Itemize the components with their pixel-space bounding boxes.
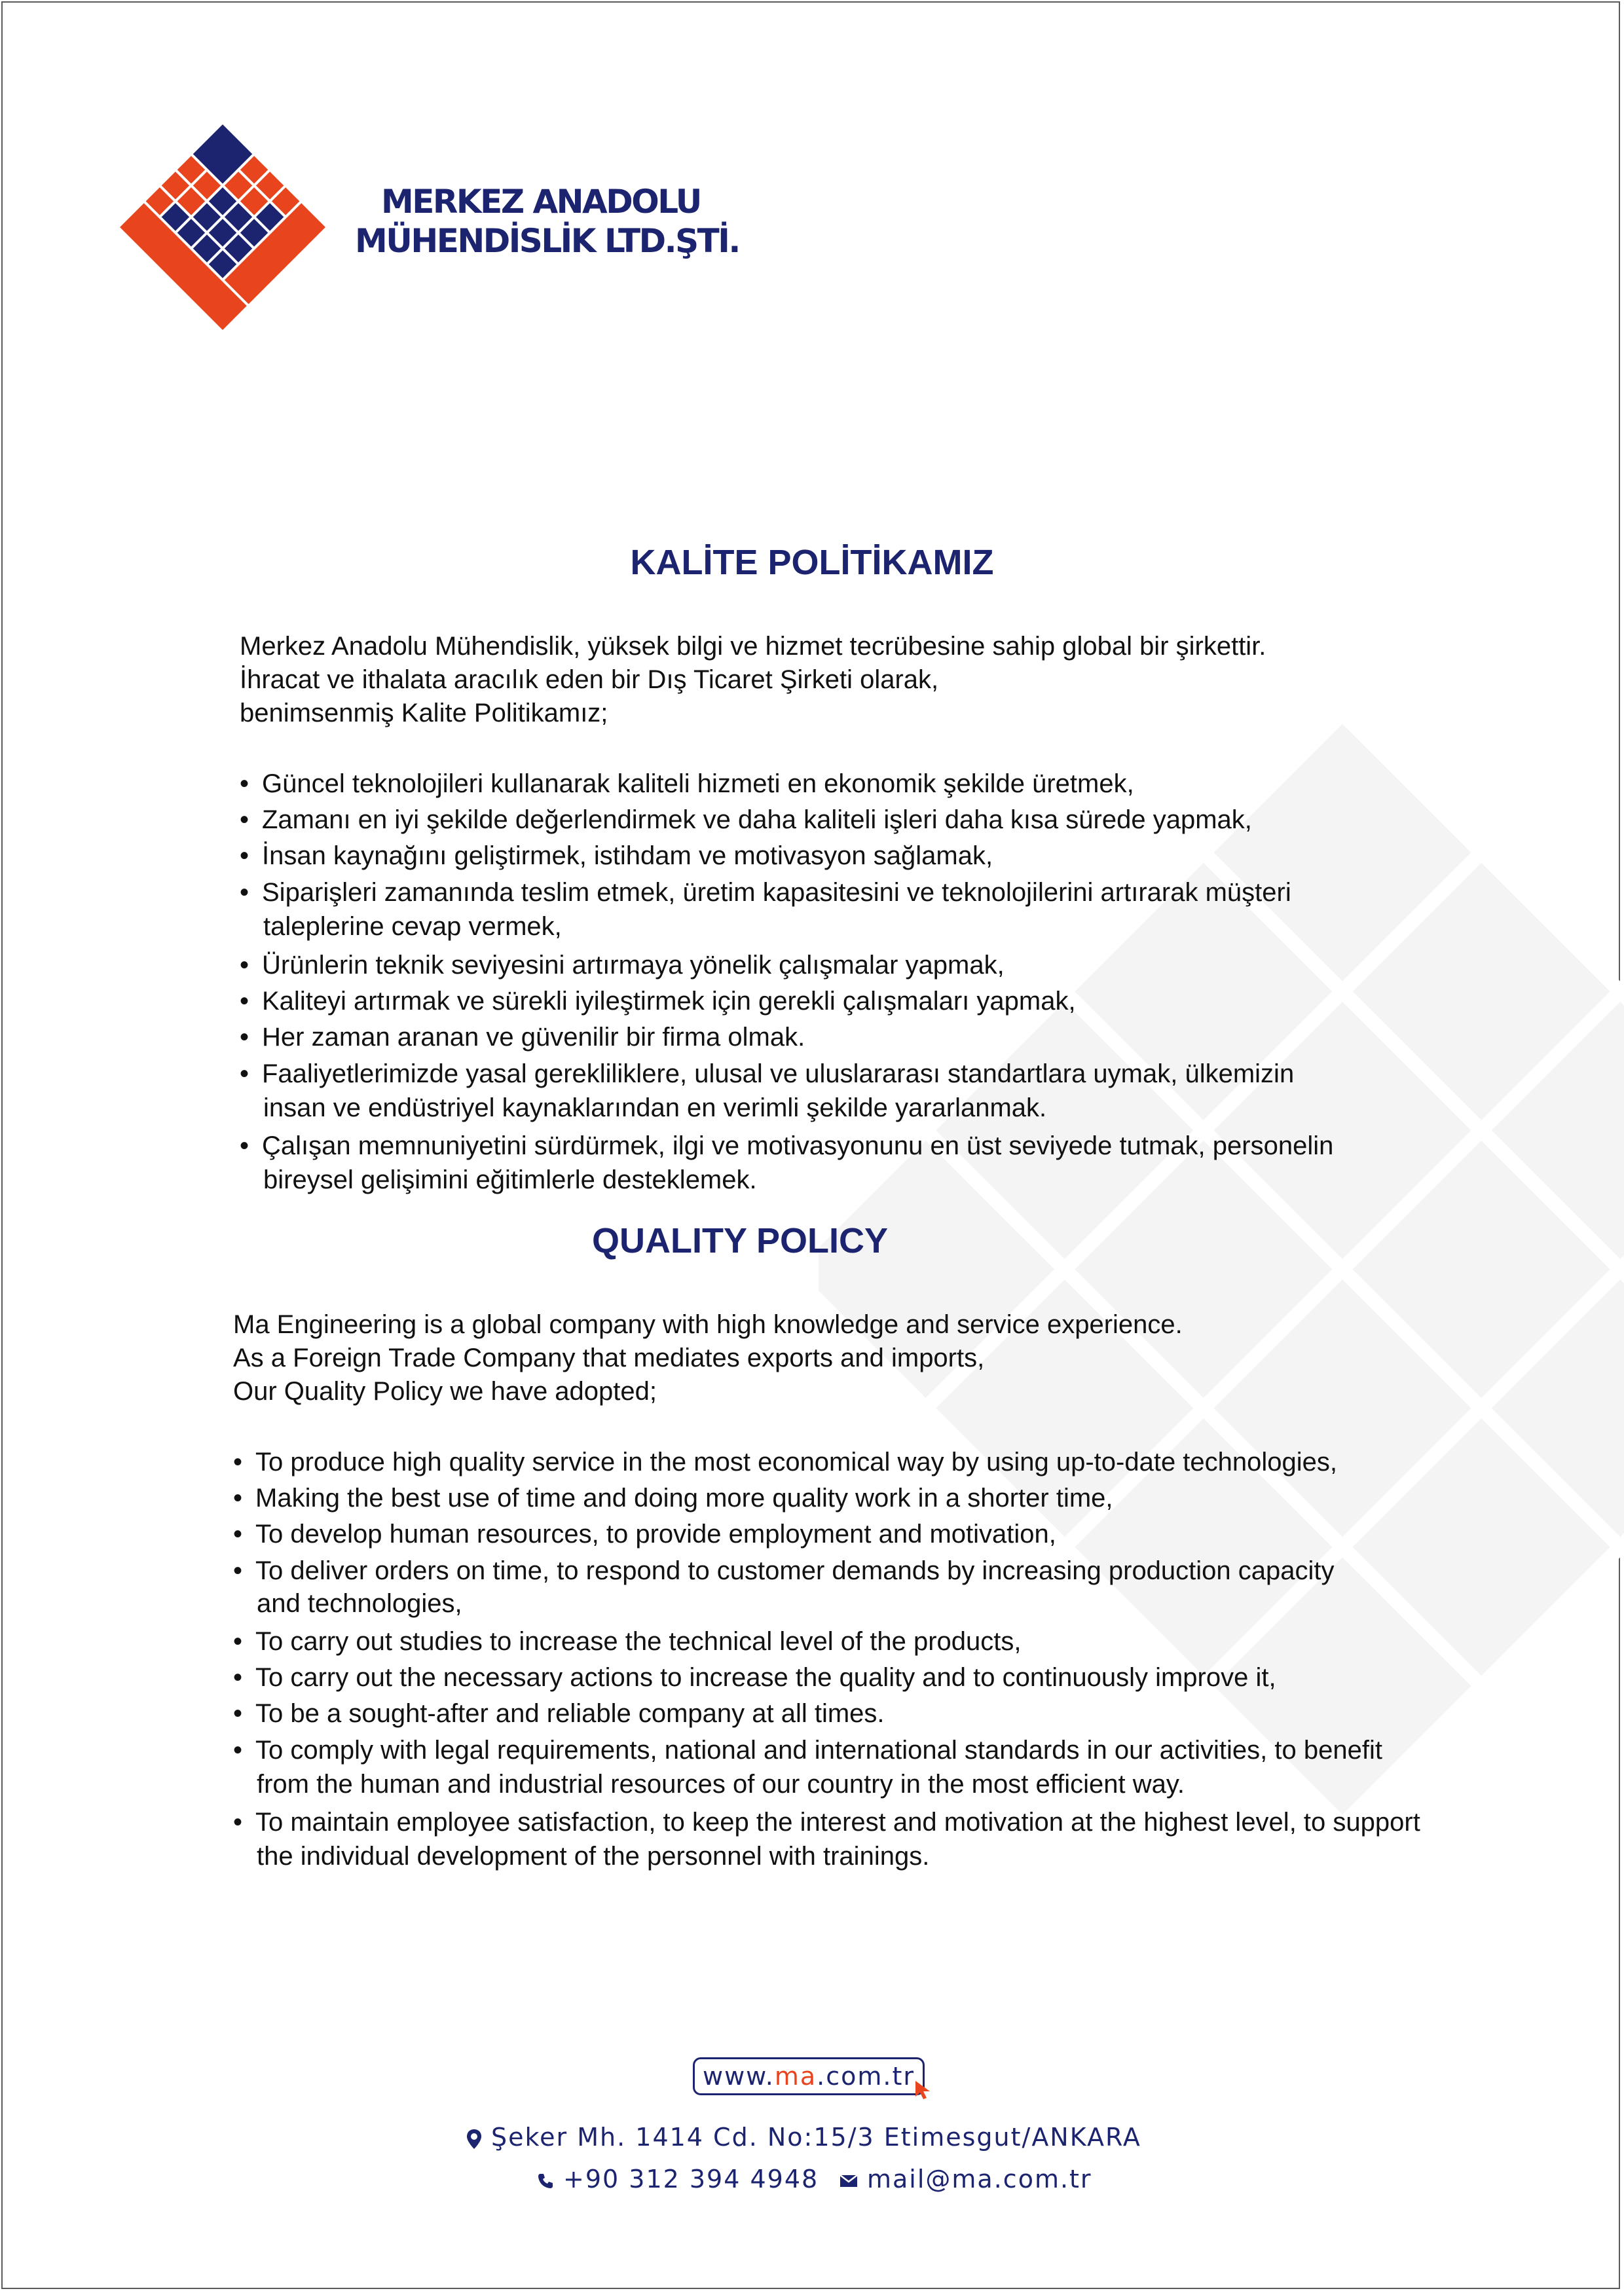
email-line xyxy=(840,2165,1092,2193)
tr-title: KALİTE POLİTİKAMIZ xyxy=(630,543,994,582)
en-intro-line: Ma Engineering is a global company with high knowledge and service experience. xyxy=(233,1310,1183,1339)
location-pin-icon xyxy=(466,2129,482,2150)
list-item: • Faaliyetlerimizde yasal gerekliliklere, ulusal ve uluslararası standartlara uymak, ülkemizin insan ve endüstriyel kaynaklarından en verimli şekilde yararlanmak. xyxy=(240,1059,1295,1122)
phone-icon xyxy=(537,2173,554,2190)
list-item: • İnsan kaynağını geliştirmek, istihdam ve motivasyon sağlamak, xyxy=(240,841,993,870)
list-item: • To carry out the necessary actions to increase the quality and to continuously improve it, xyxy=(233,1663,1276,1692)
company-name xyxy=(355,182,739,261)
en-intro-line: Our Quality Policy we have adopted; xyxy=(233,1377,657,1406)
list-item: • To be a sought-after and reliable company at all times. xyxy=(233,1699,885,1728)
list-item: • Siparişleri zamanında teslim etmek, üretim kapasitesini ve teknolojilerini artırarak müşteri taleplerine cevap vermek, xyxy=(240,878,1291,941)
list-item: • Kaliteyi artırmak ve sürekli iyileştirmek için gerekli çalışmaları yapmak, xyxy=(240,987,1076,1016)
tr-policy-list xyxy=(240,766,1333,1197)
website-link[interactable]: www.ma.com.tr xyxy=(693,2057,925,2095)
company-logo xyxy=(119,124,326,331)
envelope-icon xyxy=(840,2174,858,2188)
en-intro-line: As a Foreign Trade Company that mediates exports and imports, xyxy=(233,1344,985,1372)
list-item: • To carry out studies to increase the technical level of the products, xyxy=(233,1627,1022,1656)
tr-intro-line: İhracat ve ithalata aracılık eden bir Dış Ticaret Şirketi olarak, xyxy=(240,665,939,694)
list-item: • Çalışan memnuniyetini sürdürmek, ilgi ve motivasyonunu en üst seviyede tutmak, personelin bireysel gelişimini eğitimlerle desteklemek. xyxy=(240,1131,1334,1194)
list-item: • To produce high quality service in the most economical way by using up-to-date technologies, xyxy=(233,1448,1338,1477)
company-name-line1: MERKEZ ANADOLU xyxy=(381,183,701,221)
list-item: • Her zaman aranan ve güvenilir bir firma olmak. xyxy=(240,1023,805,1052)
company-name-line2: MÜHENDİSLİK LTD.ŞTİ. xyxy=(355,222,739,260)
phone-text[interactable]: +90 312 394 4948 xyxy=(563,2165,819,2193)
address-text: Şeker Mh. 1414 Cd. No:15/3 Etimesgut/ANKARA xyxy=(491,2123,1141,2152)
list-item: • To maintain employee satisfaction, to keep the interest and motivation at the highest level, to support the individual development of the personnel with trainings. xyxy=(233,1808,1420,1871)
en-policy-list xyxy=(233,1444,1420,1873)
email-text[interactable]: mail@ma.com.tr xyxy=(867,2165,1092,2193)
list-item: • Zamanı en iyi şekilde değerlendirmek ve daha kaliteli işleri daha kısa sürede yapmak, xyxy=(240,805,1252,834)
list-item: • To deliver orders on time, to respond to customer demands by increasing production capacity and technologies, xyxy=(233,1556,1335,1618)
en-title: QUALITY POLICY xyxy=(591,1221,889,1260)
list-item: • To comply with legal requirements, national and international standards in our activities, to benefit from the human and industrial resources of our country in the most efficient way. xyxy=(233,1736,1382,1799)
pointer-cursor-icon xyxy=(914,2080,932,2100)
list-item: • To develop human resources, to provide employment and motivation, xyxy=(233,1520,1056,1549)
en-intro xyxy=(233,1308,1183,1408)
address-line xyxy=(466,2123,1141,2152)
tr-intro-line: Merkez Anadolu Mühendislik, yüksek bilgi ve hizmet tecrübesine sahip global bir şirkettir. xyxy=(240,632,1266,661)
tr-intro xyxy=(240,630,1266,730)
tr-intro-line: benimsenmiş Kalite Politikamız; xyxy=(240,699,608,727)
list-item: • Making the best use of time and doing more quality work in a shorter time, xyxy=(233,1484,1113,1513)
phone-line xyxy=(537,2165,819,2193)
list-item: • Ürünlerin teknik seviyesini artırmaya yönelik çalışmalar yapmak, xyxy=(240,951,1005,980)
list-item: • Güncel teknolojileri kullanarak kaliteli hizmeti en ekonomik şekilde üretmek, xyxy=(240,769,1134,798)
